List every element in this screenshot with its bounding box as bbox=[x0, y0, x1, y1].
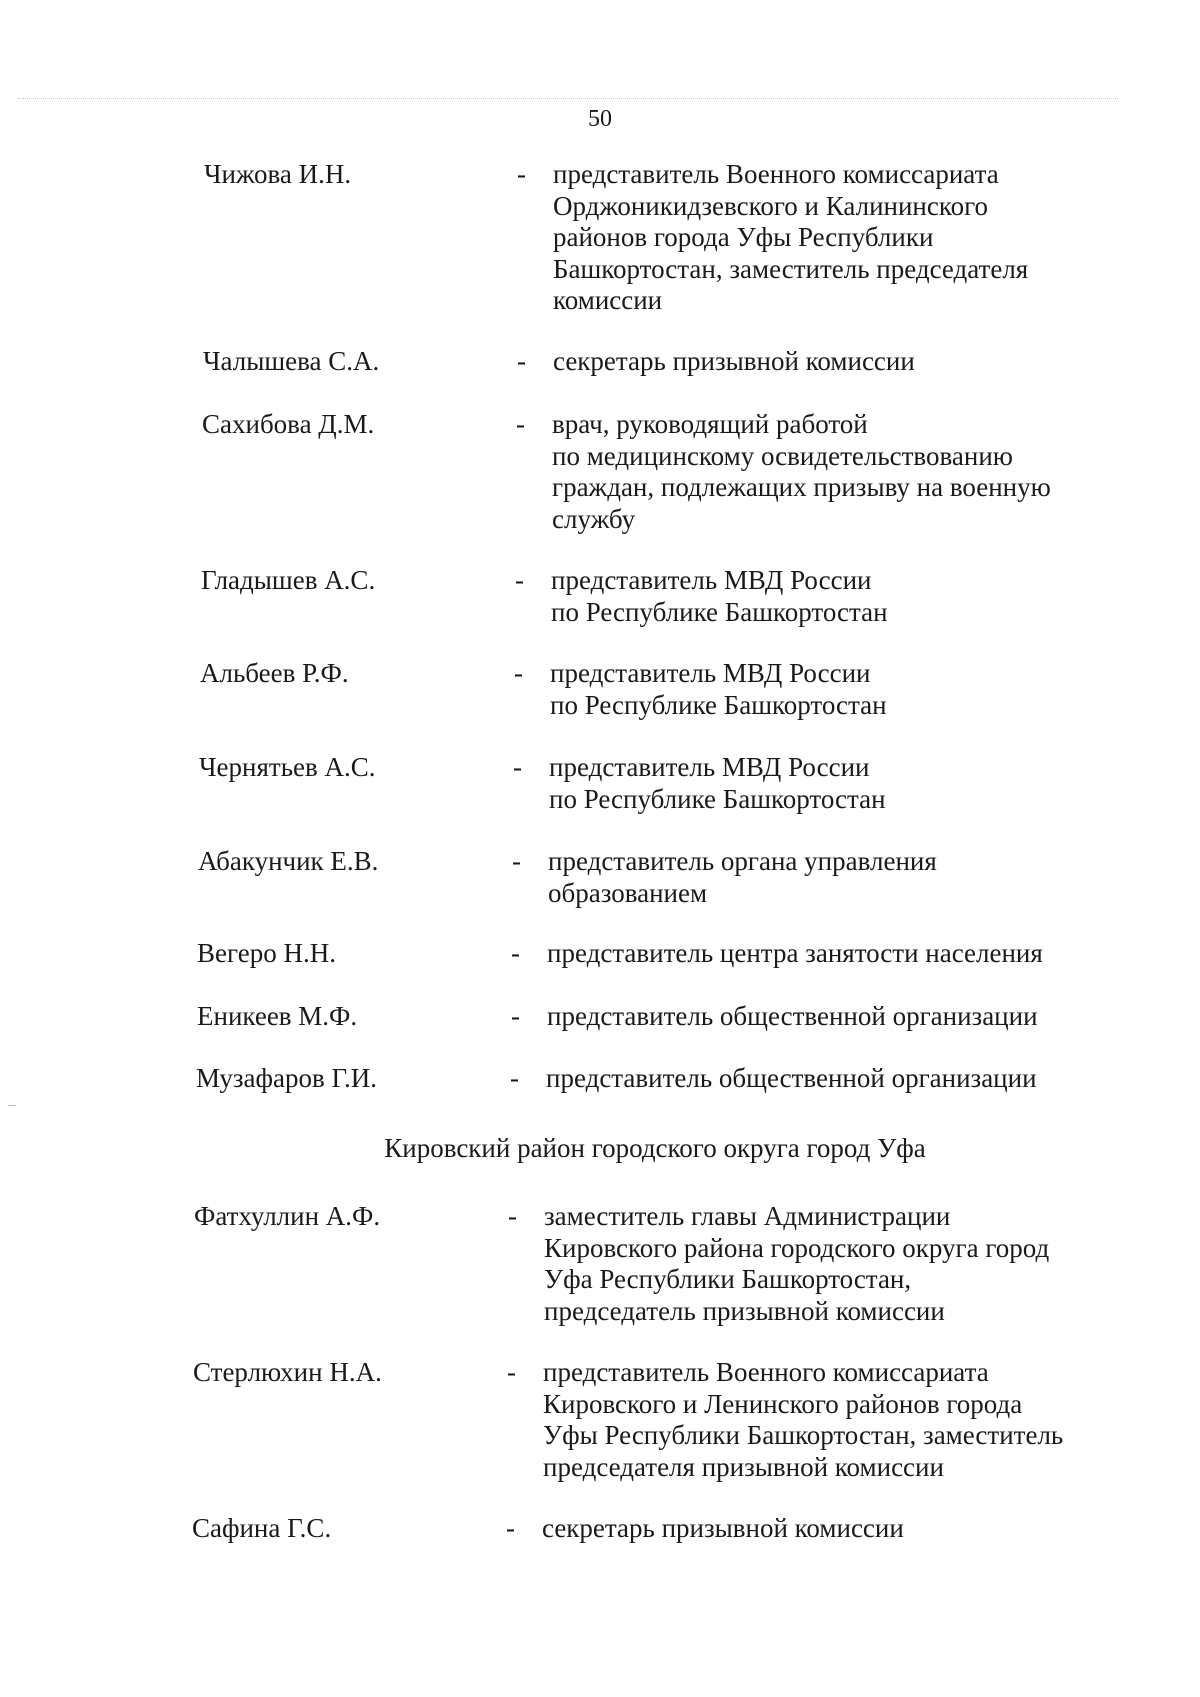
separator-dash: - bbox=[508, 1201, 517, 1231]
separator-dash: - bbox=[511, 938, 520, 968]
member-name: Гладышев А.С. bbox=[201, 565, 376, 595]
member-role: представитель общественной организации bbox=[546, 1063, 1037, 1093]
separator-dash: - bbox=[506, 1513, 515, 1543]
member-name: Вегеро Н.Н. bbox=[197, 938, 336, 968]
member-name: Еникеев М.Ф. bbox=[197, 1001, 358, 1031]
separator-dash: - bbox=[516, 409, 525, 439]
member-role: представитель общественной организации bbox=[547, 1001, 1038, 1031]
member-name: Чалышева С.А. bbox=[203, 346, 380, 376]
member-name: Музафаров Г.И. bbox=[196, 1063, 378, 1093]
member-role: представитель МВД России по Республике Башкортостан bbox=[551, 565, 888, 627]
separator-dash: - bbox=[517, 159, 526, 189]
separator-dash: - bbox=[515, 565, 524, 595]
section-heading: Кировский район городского округа город Уфа bbox=[384, 1133, 926, 1163]
member-role: заместитель главы Администрации Кировского района городского округа город Уфа Республики Башкортостан, председатель призывной комиссии bbox=[544, 1201, 1050, 1326]
member-name: Сафина Г.С. bbox=[192, 1513, 332, 1543]
member-name: Сахибова Д.М. bbox=[202, 409, 375, 439]
member-role: секретарь призывной комиссии bbox=[553, 346, 915, 376]
separator-dash: - bbox=[512, 846, 521, 876]
member-role: представитель МВД России по Республике Башкортостан bbox=[550, 658, 887, 720]
separator-dash: - bbox=[513, 752, 522, 782]
separator-dash: - bbox=[514, 658, 523, 688]
separator-dash: - bbox=[517, 346, 526, 376]
scan-edge-line bbox=[18, 98, 1118, 99]
separator-dash: - bbox=[507, 1357, 516, 1387]
member-name: Стерлюхин Н.А. bbox=[193, 1357, 382, 1387]
member-name: Чижова И.Н. bbox=[204, 159, 352, 189]
page-number: 50 bbox=[588, 106, 612, 132]
member-role: представитель органа управления образованием bbox=[548, 846, 937, 908]
separator-dash: - bbox=[510, 1063, 519, 1093]
member-name: Альбеев Р.Ф. bbox=[200, 658, 349, 688]
member-name: Чернятьев А.С. bbox=[199, 752, 376, 782]
member-name: Абакунчик Е.В. bbox=[198, 846, 379, 876]
member-role: представитель центра занятости населения bbox=[547, 938, 1043, 968]
member-role: представитель МВД России по Республике Башкортостан bbox=[549, 752, 886, 814]
member-role: секретарь призывной комиссии bbox=[542, 1513, 904, 1543]
scan-margin-mark bbox=[8, 1105, 16, 1106]
member-name: Фатхуллин А.Ф. bbox=[194, 1201, 381, 1231]
member-role: представитель Военного комиссариата Кировского и Ленинского районов города Уфы Республики Башкортостан, заместитель председателя призывной комиссии bbox=[543, 1357, 1064, 1482]
member-role: представитель Военного комиссариата Орджоникидзевского и Калининского районов города Уфы Республики Башкортостан, заместитель председателя комиссии bbox=[553, 159, 1029, 315]
member-role: врач, руководящий работой по медицинскому освидетельствованию граждан, подлежащих призыву на военную службу bbox=[552, 409, 1051, 534]
separator-dash: - bbox=[511, 1001, 520, 1031]
